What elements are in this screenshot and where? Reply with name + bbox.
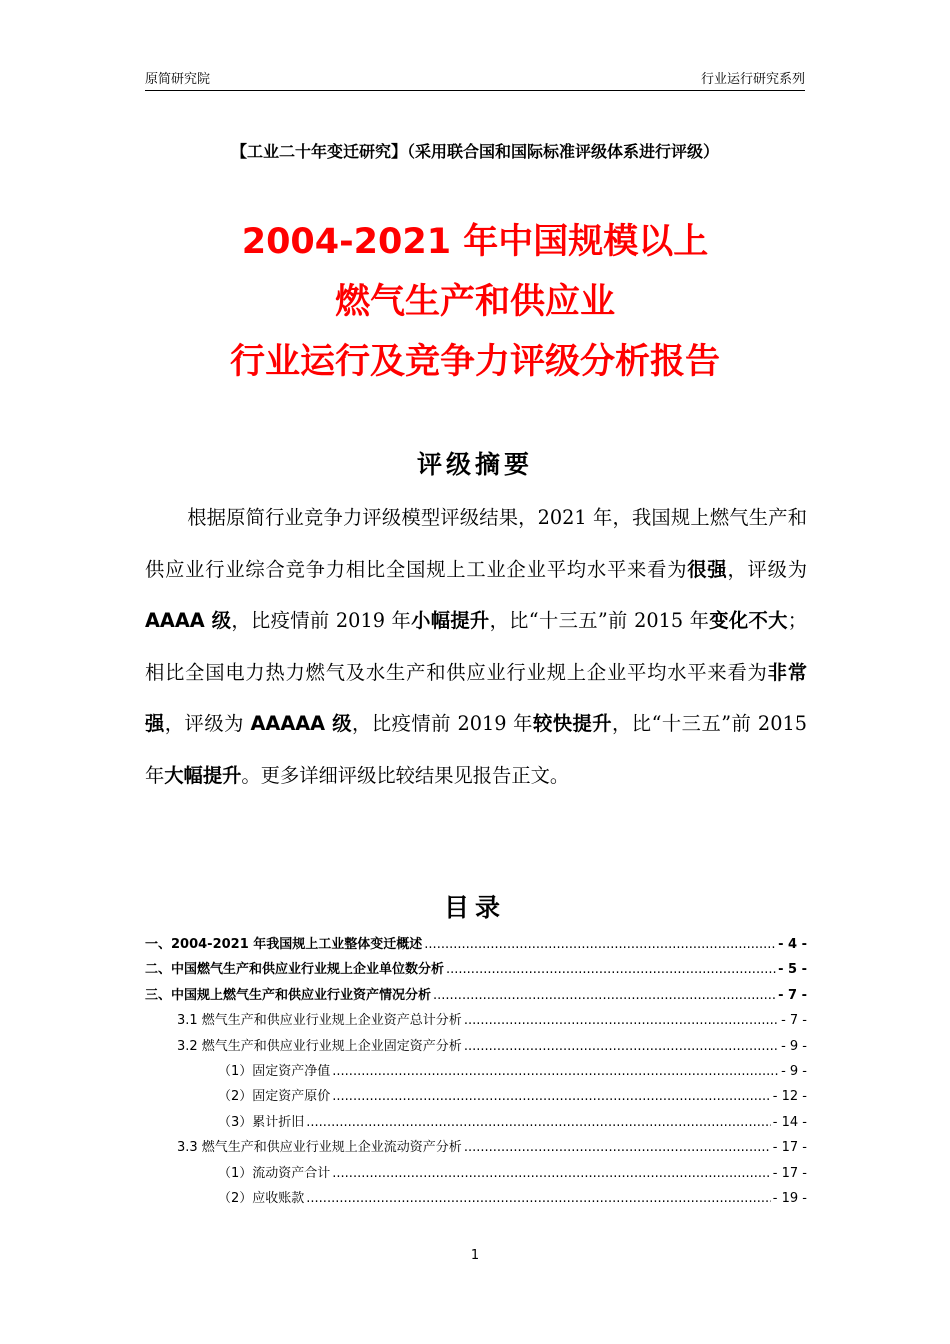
toc-leader-dots — [306, 1110, 771, 1135]
summary-text: ，评级为 — [164, 712, 251, 736]
toc-leader-dots — [332, 1161, 771, 1186]
toc-entry-title: （1）固定资产净值 — [218, 1063, 331, 1079]
header-series: 行业运行研究系列 — [700, 72, 805, 87]
toc-leader-dots — [446, 957, 776, 982]
summary-text: ，比“十三五”前 2015 年 — [489, 609, 710, 633]
summary-text: ，比疫情前 2019 年 — [352, 712, 533, 736]
toc-entry-page: - 7 - — [781, 1013, 807, 1029]
table-of-contents — [145, 932, 807, 1211]
summary-emphasis: 小幅提升 — [411, 609, 490, 633]
toc-entry[interactable] — [145, 1161, 807, 1186]
page-number: 1 — [470, 1248, 480, 1263]
toc-entry[interactable] — [145, 1110, 807, 1135]
summary-text: 根据原简行业竞争力评级模型评级结果，2021 年，我国规上燃气生产和供应业行业综合竞争力相比全国规上工业企业平均水平来看为 — [145, 506, 807, 581]
toc-leader-dots — [433, 983, 776, 1008]
toc-entry-page: - 4 - — [778, 937, 807, 952]
toc-entry[interactable] — [145, 1186, 807, 1211]
toc-entry[interactable] — [145, 1059, 807, 1084]
toc-leader-dots — [464, 1034, 779, 1059]
toc-entry[interactable] — [145, 1008, 807, 1033]
toc-entry-title: （1）流动资产合计 — [218, 1165, 331, 1181]
toc-entry-page: - 17 - — [772, 1140, 807, 1156]
summary-emphasis: 非常强 — [145, 660, 808, 736]
summary-emphasis: 很强 — [687, 557, 728, 581]
toc-entry-page: - 5 - — [778, 962, 807, 978]
series-tag: 【工业二十年变迁研究】（采用联合国和国际标准评级体系进行评级） — [230, 142, 719, 161]
toc-entry-title: （3）累计折旧 — [218, 1114, 305, 1130]
toc-leader-dots — [464, 1008, 779, 1033]
toc-leader-dots — [332, 1084, 771, 1109]
page-header — [145, 66, 805, 91]
summary-text: ，评级为 — [727, 557, 808, 581]
summary-emphasis: 变化不大 — [709, 609, 788, 633]
toc-entry[interactable] — [145, 1084, 807, 1109]
toc-entry[interactable] — [145, 932, 807, 957]
toc-entry-page: - 19 - — [772, 1190, 807, 1206]
toc-entry[interactable] — [145, 1135, 807, 1160]
summary-heading: 评级摘要 — [416, 450, 533, 479]
report-title-line-1: 2004-2021 年中国规模以上 — [241, 222, 709, 262]
summary-emphasis: 较快提升 — [532, 712, 613, 736]
toc-entry-title: 三、中国规上燃气生产和供应业行业资产情况分析 — [145, 987, 432, 1003]
toc-heading: 目录 — [443, 893, 506, 922]
toc-leader-dots — [332, 1059, 779, 1084]
summary-text: ；相比全国电力热力燃气及水生产和供应业行业规上企业平均水平来看为 — [145, 609, 808, 684]
toc-leader-dots — [306, 1186, 771, 1211]
summary-emphasis: AAAA 级 — [145, 609, 232, 633]
summary-text: 。更多详细评级比较结果见报告正文。 — [241, 763, 570, 787]
summary-text: ，比疫情前 2019 年 — [231, 609, 412, 633]
report-title-line-2: 燃气生产和供应业 — [334, 282, 615, 322]
report-title-line-3: 行业运行及竞争力评级分析报告 — [229, 342, 720, 382]
toc-entry-title: 3.2 燃气生产和供应业行业规上企业固定资产分析 — [177, 1038, 462, 1054]
toc-entry[interactable] — [145, 983, 807, 1008]
toc-entry[interactable] — [145, 957, 807, 982]
toc-entry[interactable] — [145, 1034, 807, 1059]
toc-entry-title: （2）固定资产原价 — [218, 1089, 331, 1105]
toc-entry-title: 3.1 燃气生产和供应业行业规上企业资产总计分析 — [177, 1013, 462, 1029]
toc-leader-dots — [424, 932, 776, 957]
toc-entry-page: - 12 - — [772, 1089, 807, 1105]
summary-emphasis: 大幅提升 — [164, 763, 242, 787]
summary-emphasis: AAAAA 级 — [250, 712, 353, 736]
toc-entry-page: - 9 - — [781, 1038, 807, 1054]
header-institute: 原简研究院 — [145, 72, 211, 87]
toc-entry-page: - 7 - — [778, 987, 807, 1003]
toc-entry-page: - 9 - — [781, 1063, 807, 1079]
summary-text: ，比“十三五”前 2015 年 — [145, 712, 808, 787]
toc-leader-dots — [464, 1135, 771, 1160]
toc-entry-page: - 17 - — [772, 1165, 807, 1181]
summary-paragraph — [145, 492, 807, 802]
toc-entry-title: （2）应收账款 — [218, 1190, 305, 1206]
toc-entry-page: - 14 - — [772, 1114, 807, 1130]
toc-entry-title: 一、2004-2021 年我国规上工业整体变迁概述 — [145, 937, 423, 952]
toc-entry-title: 二、中国燃气生产和供应业行业规上企业单位数分析 — [145, 962, 445, 978]
toc-entry-title: 3.3 燃气生产和供应业行业规上企业流动资产分析 — [177, 1140, 462, 1156]
